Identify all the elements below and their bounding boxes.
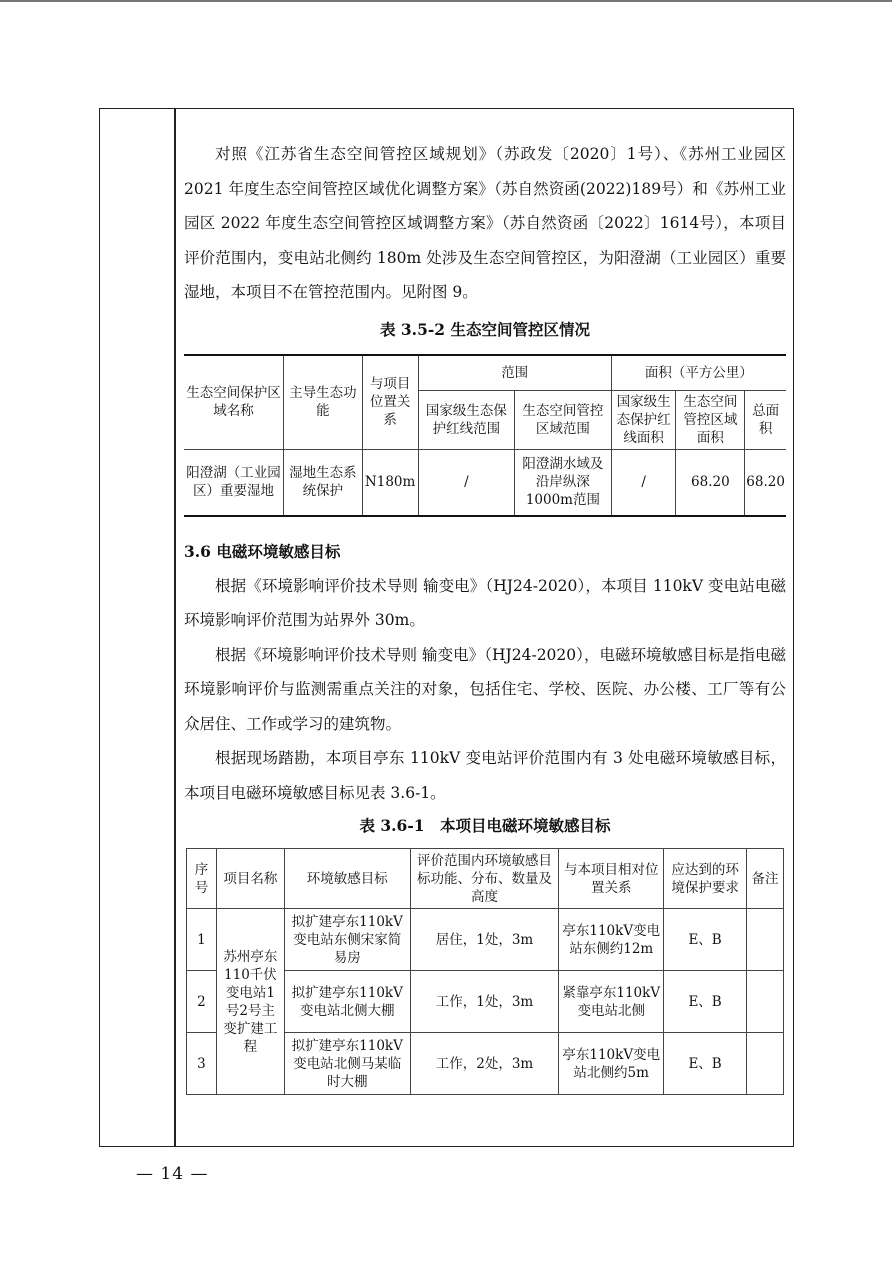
paragraph-ecological-zoning: 对照《江苏省生态空间管控区域规划》（苏政发〔2020〕1号）、《苏州工业园区 2021 年度生态空间管控区域优化调整方案》（苏自然资函(2022)189号）和《苏州工业园区 2022 年度生态空间管控区域调整方案》（苏自然资函〔2022〕1614号），本项目评价范围内，变电站北侧约 180m 处涉及生态空间管控区，为阳澄湖（工业园区）重要湿地，本项目不在管控范围内。见附图 9。 [184, 145, 786, 301]
table-caption-ecological: 表 3.5-2 生态空间管控区情况 [380, 319, 590, 339]
table-row [187, 909, 784, 971]
cell-requirement: E、B [664, 1033, 747, 1095]
cell-remark [747, 1033, 784, 1095]
th-remark: 备注 [747, 849, 784, 909]
cell-position: N180m [362, 450, 418, 516]
paragraph-definition: 根据《环境影响评价技术导则 输变电》（HJ24-2020），电磁环境敏感目标是指电磁环境影响评价与监测需重点关注的对象，包括住宅、学校、医院、办公楼、工厂等有公众居住、工作或学习的建筑物。 [184, 645, 786, 733]
paragraph-eval-range: 根据《环境影响评价技术导则 输变电》（HJ24-2020），本项目 110kV 变电站电磁环境影响评价范围为站界外 30m。 [184, 576, 786, 629]
cell-no: 2 [187, 971, 217, 1033]
table-row [184, 450, 786, 516]
cell-no: 1 [187, 909, 217, 971]
cell-remark [747, 971, 784, 1033]
cell-target-function: 居住，1处，3m [410, 909, 559, 971]
cell-requirement: E、B [664, 971, 747, 1033]
table-caption-sensitive: 表 3.6-1 本项目电磁环境敏感目标 [359, 816, 611, 835]
page-number: — 14 — [136, 1164, 209, 1184]
th-function: 主导生态功能 [284, 355, 363, 450]
th-area: 面积（平方公里） [611, 355, 786, 391]
th-control-scope: 生态空间管控区域范围 [515, 391, 612, 450]
sensitive-targets-table [186, 848, 784, 1095]
cell-zone-name: 阳澄湖（工业园区）重要湿地 [184, 450, 284, 516]
cell-remark [747, 909, 784, 971]
cell-requirement: E、B [664, 909, 747, 971]
cell-national-red-scope: / [418, 450, 514, 516]
th-position: 与项目位置关系 [362, 355, 418, 450]
cell-target-function: 工作，2处，3m [410, 1033, 559, 1095]
cell-relation: 紧靠亭东110kV变电站北侧 [559, 971, 664, 1033]
cell-national-area: / [611, 450, 676, 516]
th-scope: 范围 [418, 355, 611, 391]
top-rule [0, 0, 892, 2]
cell-function: 湿地生态系统保护 [284, 450, 363, 516]
th-relation: 与本项目相对位置关系 [559, 849, 664, 909]
th-target: 环境敏感目标 [284, 849, 410, 909]
th-total-area: 总面积 [745, 391, 786, 450]
cell-relation: 亭东110kV变电站东侧约12m [559, 909, 664, 971]
th-control-area: 生态空间管控区域面积 [676, 391, 745, 450]
th-national-area: 国家级生态保护红线面积 [611, 391, 676, 450]
th-project: 项目名称 [216, 849, 284, 909]
cell-target: 拟扩建亭东110kV变电站北侧马某临时大棚 [284, 1033, 410, 1095]
cell-target-function: 工作，1处，3m [410, 971, 559, 1033]
cell-target: 拟扩建亭东110kV变电站北侧大棚 [284, 971, 410, 1033]
content-area [184, 137, 786, 1095]
page-frame [99, 108, 794, 1147]
paragraph-site-survey: 根据现场踏勘，本项目亭东 110kV 变电站评价范围内有 3 处电磁环境敏感目标，本项目电磁环境敏感目标见表 3.6-1。 [184, 749, 786, 802]
th-no: 序号 [187, 849, 217, 909]
th-national-red-scope: 国家级生态保护红线范围 [418, 391, 514, 450]
cell-no: 3 [187, 1033, 217, 1095]
cell-project-name: 苏州亭东110千伏变电站1号2号主变扩建工程 [216, 909, 284, 1095]
cell-target: 拟扩建亭东110kV变电站东侧宋家简易房 [284, 909, 410, 971]
th-target-function: 评价范围内环境敏感目标功能、分布、数量及高度 [410, 849, 559, 909]
section-heading-3-6: 3.6 电磁环境敏感目标 [184, 541, 341, 561]
cell-relation: 亭东110kV变电站北侧约5m [559, 1033, 664, 1095]
th-requirement: 应达到的环境保护要求 [664, 849, 747, 909]
th-zone-name: 生态空间保护区域名称 [184, 355, 284, 450]
frame-divider [174, 109, 176, 1146]
cell-total-area: 68.20 [745, 450, 786, 516]
cell-control-area: 68.20 [676, 450, 745, 516]
cell-control-scope: 阳澄湖水域及沿岸纵深1000m范围 [515, 450, 612, 516]
ecological-control-table [184, 354, 786, 517]
